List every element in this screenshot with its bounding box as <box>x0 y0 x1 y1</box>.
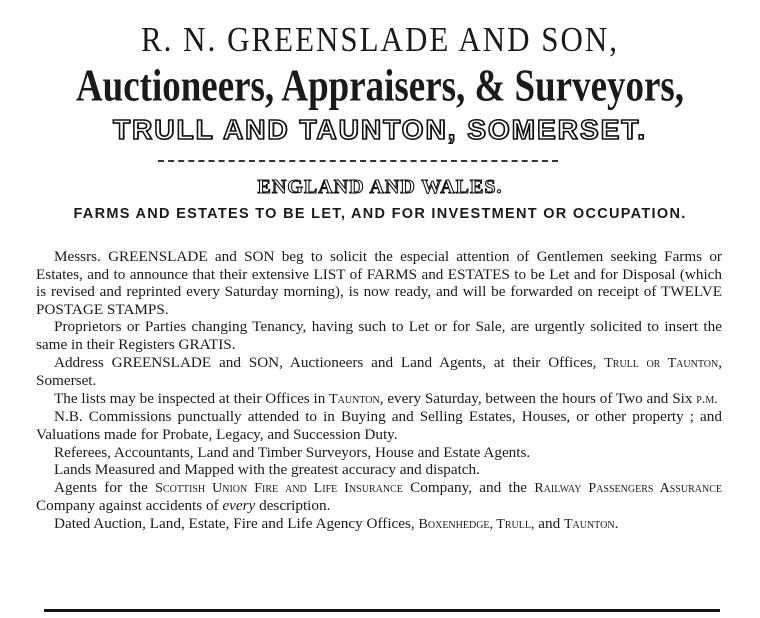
advert-body <box>36 248 722 534</box>
paragraph-referees: Referees, Accountants, Land and Timber Surveyors, House and Estate Agents. <box>54 443 531 461</box>
bottom-rule <box>44 609 720 612</box>
firm-name: R. N. GREENSLADE AND SON, <box>141 19 619 60</box>
paragraph-offices: Dated Auction, Land, Estate, Fire and Life Agency Offices, Boxenhedge, Trull, and Taunton. <box>54 514 619 532</box>
region-heading: ENGLAND AND WALES. <box>257 176 503 198</box>
paragraph-proprietors: Proprietors or Parties changing Tenancy, having such to Let or for Sale, are urgently solicited to insert the same in their Registers GRATIS. <box>36 318 722 353</box>
inspection-town: Taunton <box>329 391 380 407</box>
trade-title: Auctioneers, Appraisers, & Surveyors, <box>75 61 685 112</box>
paragraph-inspection: The lists may be inspected at their Offices in Taunton, every Saturday, between the hours of Two and Six p.m. <box>54 389 718 407</box>
location-title: TRULL AND TAUNTON, SOMERSET. <box>112 114 648 145</box>
paragraph-agents: Agents for the Scottish Union Fire and Life Insurance Company, and the Railway Passengers Assurance Company against accidents of every description. <box>36 478 722 515</box>
paragraph-commissions: N.B. Commissions punctually attended to in Buying and Selling Estates, Houses, or other property ; and Valuations made for Probate, Legacy, and Succession Duty. <box>36 408 722 443</box>
paragraph-lands: Lands Measured and Mapped with the greatest accuracy and dispatch. <box>54 461 480 479</box>
dotted-divider <box>158 160 558 162</box>
paragraph-address: Address GREENSLADE and SON, Auctioneers and Land Agents, at their Offices, Trull or Taunton, Somerset. <box>36 353 723 390</box>
paragraph-list-offer: Messrs. GREENSLADE and SON beg to solicit the especial attention of Gentlemen seeking Farms or Estates, and to announce that their extensive LIST of FARMS and ESTATES to be Let and for Disposal (which is revised and reprinted every Saturday morning), is now ready, and will be forwarded on receipt of TWELVE POSTAGE STAMPS. <box>36 248 722 318</box>
address-place: Trull or Taunton <box>604 355 719 371</box>
section-heading: FARMS AND ESTATES TO BE LET, AND FOR INVESTMENT OR OCCUPATION. <box>73 206 687 222</box>
